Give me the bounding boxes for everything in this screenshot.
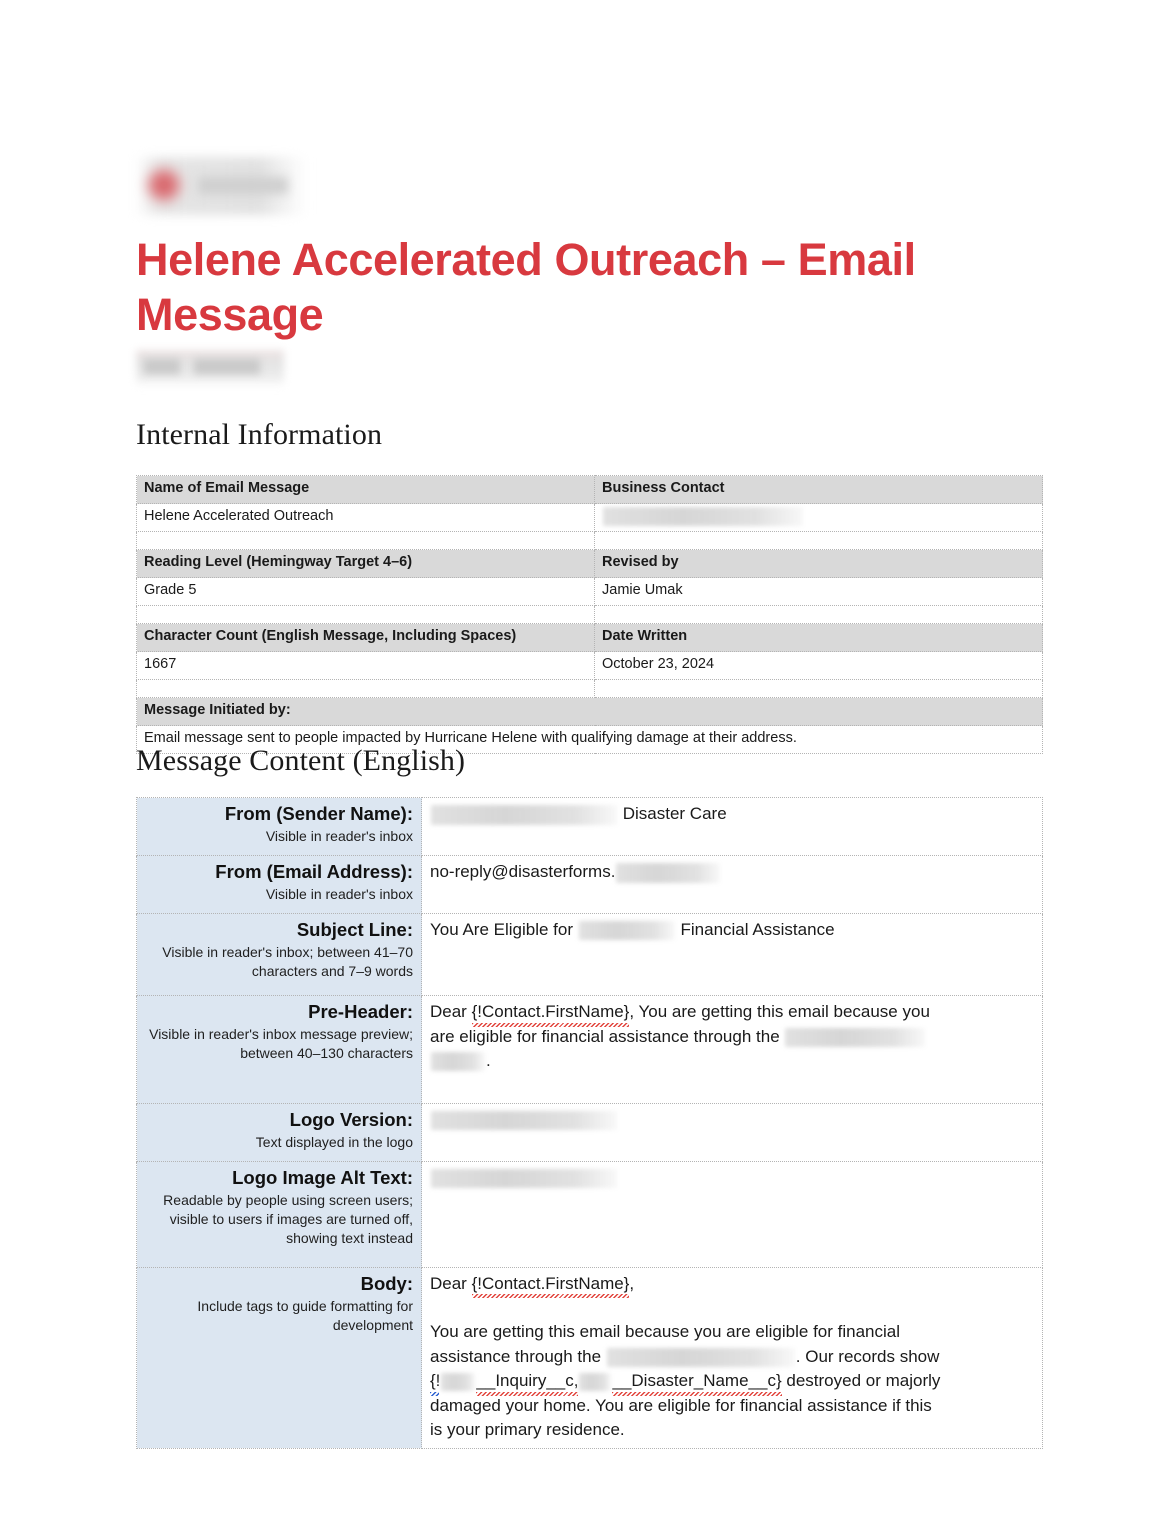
label-sublabel: Include tags to guide formatting for development bbox=[197, 1297, 413, 1333]
label-sublabel: Visible in reader's inbox bbox=[265, 886, 413, 902]
pre-header-program-redacted-b bbox=[431, 1052, 485, 1071]
page-title: Helene Accelerated Outreach – Email Message bbox=[136, 234, 916, 340]
merge-tag-namespace-redacted-b bbox=[579, 1373, 611, 1391]
body-line-2 bbox=[430, 1345, 1034, 1370]
table-row bbox=[137, 550, 1043, 578]
label-text: Body: bbox=[360, 1272, 413, 1294]
value-filler bbox=[430, 884, 1034, 908]
cell-header-message-initiated-by: Message Initiated by: bbox=[137, 698, 1043, 726]
section-heading-message-content: Message Content (English) bbox=[136, 744, 466, 777]
sender-name-suffix: Disaster Care bbox=[622, 804, 727, 823]
body-line-4: damaged your home. You are eligible for financial assistance if this bbox=[430, 1395, 932, 1415]
table-row bbox=[137, 504, 1043, 532]
subject-prefix: You Are Eligible for bbox=[430, 920, 574, 939]
label-sublabel: Visible in reader's inbox; between 41–70 characters and 7–9 words bbox=[162, 944, 413, 979]
email-address-value bbox=[430, 860, 1034, 884]
merge-tag-namespace-redacted-a bbox=[441, 1373, 475, 1391]
table-row-from-email-address bbox=[137, 856, 1043, 914]
subtitle-word-2-redacted bbox=[194, 359, 260, 374]
body-paragraph-gap bbox=[430, 1296, 1034, 1320]
body-greeting bbox=[430, 1272, 1034, 1297]
label-from-sender-name bbox=[137, 798, 422, 856]
table-row-from-sender-name bbox=[137, 798, 1043, 856]
cell-value-date-written: October 23, 2024 bbox=[595, 652, 1043, 680]
email-address-prefix: no-reply@disasterforms. bbox=[430, 862, 616, 881]
pre-header-period: . bbox=[486, 1051, 491, 1070]
value-filler bbox=[430, 1074, 1034, 1098]
table-row bbox=[137, 624, 1043, 652]
body-greeting-a: Dear bbox=[430, 1273, 472, 1293]
cell-value-message-initiated-by: Email message sent to people impacted by Hurricane Helene with qualifying damage at their address. bbox=[137, 726, 1043, 754]
label-text: Subject Line: bbox=[296, 919, 413, 940]
value-filler bbox=[430, 1190, 1034, 1214]
value-filler bbox=[430, 1238, 1034, 1262]
sender-org-redacted bbox=[431, 805, 617, 825]
pre-header-text-b: , You are getting this email because you bbox=[629, 1002, 930, 1021]
logo-wordmark-redacted bbox=[198, 177, 288, 194]
logo-version-redacted bbox=[431, 1111, 617, 1130]
label-logo-image-alt-text bbox=[137, 1161, 422, 1267]
body-text-d: destroyed or majorly bbox=[786, 1371, 941, 1390]
organization-logo bbox=[136, 157, 308, 215]
label-sublabel: Readable by people using screen users; visible to users if images are turned off, showing text instead bbox=[163, 1191, 413, 1246]
label-logo-version bbox=[137, 1103, 422, 1161]
message-content-table bbox=[136, 797, 1043, 1449]
label-sublabel: Visible in reader's inbox message preview; between 40–130 characters bbox=[149, 1026, 413, 1061]
cell-header-reading-level: Reading Level (Hemingway Target 4–6) bbox=[137, 550, 595, 578]
merge-tag-contact-firstname: {!Contact.FirstName} bbox=[472, 1272, 630, 1297]
cell-header-date-written: Date Written bbox=[595, 624, 1043, 652]
pre-header-text-a: Dear bbox=[430, 1002, 472, 1021]
value-filler bbox=[430, 966, 1034, 990]
sender-name-value bbox=[430, 802, 1034, 826]
spacer-cell bbox=[137, 606, 595, 624]
spacer-cell bbox=[595, 606, 1043, 624]
label-body bbox=[137, 1267, 422, 1448]
subject-suffix: Financial Assistance bbox=[680, 920, 835, 939]
cell-value-character-count: 1667 bbox=[137, 652, 595, 680]
table-row bbox=[137, 476, 1043, 504]
label-sublabel: Text displayed in the logo bbox=[255, 1133, 413, 1150]
section-heading-internal-information: Internal Information bbox=[136, 418, 383, 451]
label-subject-line bbox=[137, 914, 422, 996]
spacer-cell bbox=[137, 532, 595, 550]
table-row-body bbox=[137, 1267, 1043, 1448]
value-filler bbox=[430, 826, 1034, 850]
label-text: Logo Image Alt Text: bbox=[232, 1166, 413, 1188]
label-text: Logo Version: bbox=[289, 1108, 413, 1130]
table-spacer-row bbox=[137, 532, 1043, 550]
body-text-c: . Our records show bbox=[795, 1346, 940, 1366]
label-sublabel: Visible in reader's inbox bbox=[265, 828, 413, 844]
label-text: From (Email Address): bbox=[215, 861, 413, 882]
body-line-5: is your primary residence. bbox=[430, 1420, 625, 1439]
value-filler bbox=[430, 1132, 1034, 1156]
body-greeting-b: , bbox=[629, 1273, 635, 1293]
value-logo-version bbox=[422, 1103, 1043, 1161]
subject-org-redacted bbox=[579, 921, 675, 940]
internal-information-table bbox=[136, 475, 1043, 754]
table-row bbox=[137, 698, 1043, 726]
merge-tag-open: {! bbox=[430, 1369, 440, 1394]
spacer-cell bbox=[137, 680, 595, 698]
subtitle-word-1-redacted bbox=[144, 359, 180, 374]
value-filler bbox=[430, 942, 1034, 966]
cell-value-name-of-email-message: Helene Accelerated Outreach bbox=[137, 504, 595, 532]
label-text: Pre-Header: bbox=[308, 1001, 413, 1022]
pre-header-line-2 bbox=[430, 1025, 1034, 1050]
merge-tag-contact-firstname: {!Contact.FirstName} bbox=[472, 1000, 630, 1025]
table-row-logo-image-alt-text bbox=[137, 1161, 1043, 1267]
cell-header-business-contact: Business Contact bbox=[595, 476, 1043, 504]
table-row-subject-line bbox=[137, 914, 1043, 996]
business-contact-redacted bbox=[603, 507, 803, 526]
label-pre-header bbox=[137, 996, 422, 1104]
value-body bbox=[422, 1267, 1043, 1448]
email-domain-redacted bbox=[616, 863, 720, 883]
value-subject-line bbox=[422, 914, 1043, 996]
logo-alt-text-redacted bbox=[431, 1169, 617, 1188]
table-row-logo-version bbox=[137, 1103, 1043, 1161]
merge-tag-inquiry-field: __Inquiry__c, bbox=[476, 1369, 578, 1394]
body-line-3-merge-tag bbox=[430, 1369, 1034, 1394]
cell-value-business-contact bbox=[595, 504, 1043, 532]
table-spacer-row bbox=[137, 606, 1043, 624]
pre-header-line-1 bbox=[430, 1000, 1034, 1025]
subtitle-redacted bbox=[136, 350, 284, 387]
value-from-email-address bbox=[422, 856, 1043, 914]
spacer-cell bbox=[595, 532, 1043, 550]
label-from-email-address bbox=[137, 856, 422, 914]
table-spacer-row bbox=[137, 680, 1043, 698]
cell-header-character-count: Character Count (English Message, Including Spaces) bbox=[137, 624, 595, 652]
body-program-redacted bbox=[607, 1348, 795, 1367]
value-from-sender-name bbox=[422, 798, 1043, 856]
cell-header-revised-by: Revised by bbox=[595, 550, 1043, 578]
logo-version-value bbox=[430, 1108, 1034, 1132]
label-text: From (Sender Name): bbox=[224, 803, 413, 824]
cell-header-name-of-email-message: Name of Email Message bbox=[137, 476, 595, 504]
pre-header-text-c: are eligible for financial assistance through the bbox=[430, 1026, 780, 1046]
cell-value-revised-by: Jamie Umak bbox=[595, 578, 1043, 606]
table-row bbox=[137, 578, 1043, 606]
spacer-cell bbox=[595, 680, 1043, 698]
logo-circle-mark-icon bbox=[146, 167, 182, 203]
value-filler bbox=[430, 1214, 1034, 1238]
logo-alt-text-value bbox=[430, 1166, 1034, 1190]
pre-header-line-3 bbox=[430, 1049, 1034, 1074]
pre-header-program-redacted-a bbox=[785, 1028, 925, 1047]
merge-tag-disaster-name-field: __Disaster_Name__c} bbox=[612, 1369, 781, 1394]
body-line-1: You are getting this email because you are eligible for financial bbox=[430, 1322, 900, 1341]
subject-line-value bbox=[430, 918, 1034, 942]
table-row-pre-header bbox=[137, 996, 1043, 1104]
value-logo-image-alt-text bbox=[422, 1161, 1043, 1267]
cell-value-reading-level: Grade 5 bbox=[137, 578, 595, 606]
body-text-b: assistance through the bbox=[430, 1346, 602, 1366]
table-row bbox=[137, 652, 1043, 680]
value-pre-header bbox=[422, 996, 1043, 1104]
